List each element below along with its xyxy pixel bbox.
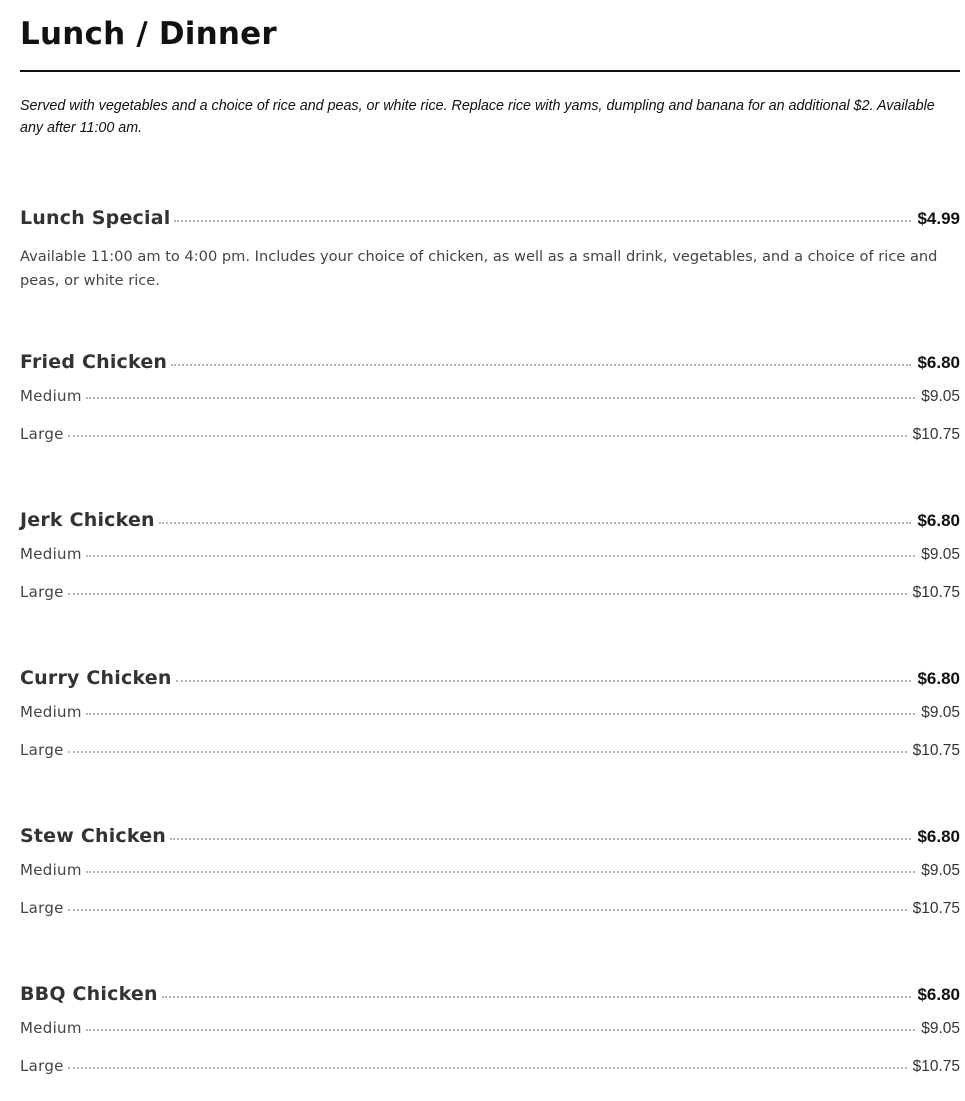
- size-name: Medium: [20, 387, 82, 405]
- size-name: Large: [20, 899, 64, 917]
- dot-leader: [159, 522, 912, 524]
- size-name: Medium: [20, 861, 82, 879]
- size-price: $10.75: [912, 1058, 960, 1075]
- menu-item-price: $6.80: [917, 827, 960, 846]
- menu-item-price: $6.80: [917, 985, 960, 1004]
- menu-intro: Served with vegetables and a choice of rice and peas, or white rice. Replace rice with yams, dumpling and banana for an additional $2. Available any after 11:00 am.: [20, 98, 935, 136]
- menu-item-jerk-chicken: [20, 509, 960, 621]
- menu-item-header: [20, 351, 960, 387]
- size-name: Medium: [20, 545, 82, 563]
- size-option-medium: [20, 861, 960, 899]
- size-name: Large: [20, 425, 64, 443]
- menu-item-name: Curry Chicken: [20, 667, 172, 689]
- menu-item-header: [20, 509, 960, 545]
- menu-item-name: Lunch Special: [20, 207, 171, 229]
- dot-leader: [68, 909, 907, 911]
- size-price: $9.05: [921, 862, 960, 879]
- menu-item-curry-chicken: [20, 667, 960, 779]
- dot-leader: [68, 435, 907, 437]
- size-name: Large: [20, 583, 64, 601]
- menu-item-header: [20, 667, 960, 703]
- size-price: $10.75: [912, 426, 960, 443]
- size-option-large: [20, 741, 960, 779]
- menu-item-price: $4.99: [917, 209, 960, 228]
- menu-item-price: $6.80: [917, 669, 960, 688]
- menu-item-name: Stew Chicken: [20, 825, 167, 847]
- dot-leader: [86, 1029, 915, 1031]
- size-option-medium: [20, 545, 960, 583]
- menu-item-price: $6.80: [917, 511, 960, 530]
- size-price: $9.05: [921, 546, 960, 563]
- size-option-medium: [20, 387, 960, 425]
- size-name: Large: [20, 1057, 64, 1075]
- dot-leader: [68, 593, 907, 595]
- menu-item-name: Jerk Chicken: [20, 509, 155, 531]
- menu-item-fried-chicken: [20, 351, 960, 463]
- size-option-large: [20, 425, 960, 463]
- menu-item-lunch-special: [20, 207, 960, 293]
- size-name: Medium: [20, 703, 82, 721]
- menu-item-header: [20, 825, 960, 861]
- size-price: $9.05: [921, 1020, 960, 1037]
- menu-item-price: $6.80: [917, 353, 960, 372]
- menu-item-name: BBQ Chicken: [20, 983, 158, 1005]
- menu-item-stew-chicken: [20, 825, 960, 937]
- menu-item-bbq-chicken: [20, 983, 960, 1095]
- dot-leader: [162, 996, 912, 998]
- dot-leader: [86, 713, 915, 715]
- size-price: $10.75: [912, 900, 960, 917]
- dot-leader: [171, 364, 911, 366]
- menu-item-name: Fried Chicken: [20, 351, 168, 373]
- dot-leader: [68, 751, 907, 753]
- dot-leader: [86, 555, 915, 557]
- size-option-large: [20, 583, 960, 621]
- dot-leader: [68, 1067, 907, 1069]
- dot-leader: [86, 871, 915, 873]
- menu-item-header: [20, 983, 960, 1019]
- size-option-large: [20, 899, 960, 937]
- size-name: Medium: [20, 1019, 82, 1037]
- page-title: Lunch / Dinner: [20, 16, 277, 52]
- title-divider: [20, 70, 960, 72]
- dot-leader: [170, 838, 911, 840]
- size-price: $9.05: [921, 704, 960, 721]
- size-price: $9.05: [921, 388, 960, 405]
- size-price: $10.75: [912, 742, 960, 759]
- size-price: $10.75: [912, 584, 960, 601]
- menu-item-description: Available 11:00 am to 4:00 pm. Includes your choice of chicken, as well as a small drink, vegetables, and a choice of rice and peas, or white rice.: [20, 248, 938, 289]
- size-option-large: [20, 1057, 960, 1095]
- size-option-medium: [20, 703, 960, 741]
- menu-item-header: [20, 207, 960, 243]
- size-name: Large: [20, 741, 64, 759]
- dot-leader: [176, 680, 912, 682]
- dot-leader: [174, 220, 911, 222]
- size-option-medium: [20, 1019, 960, 1057]
- dot-leader: [86, 397, 915, 399]
